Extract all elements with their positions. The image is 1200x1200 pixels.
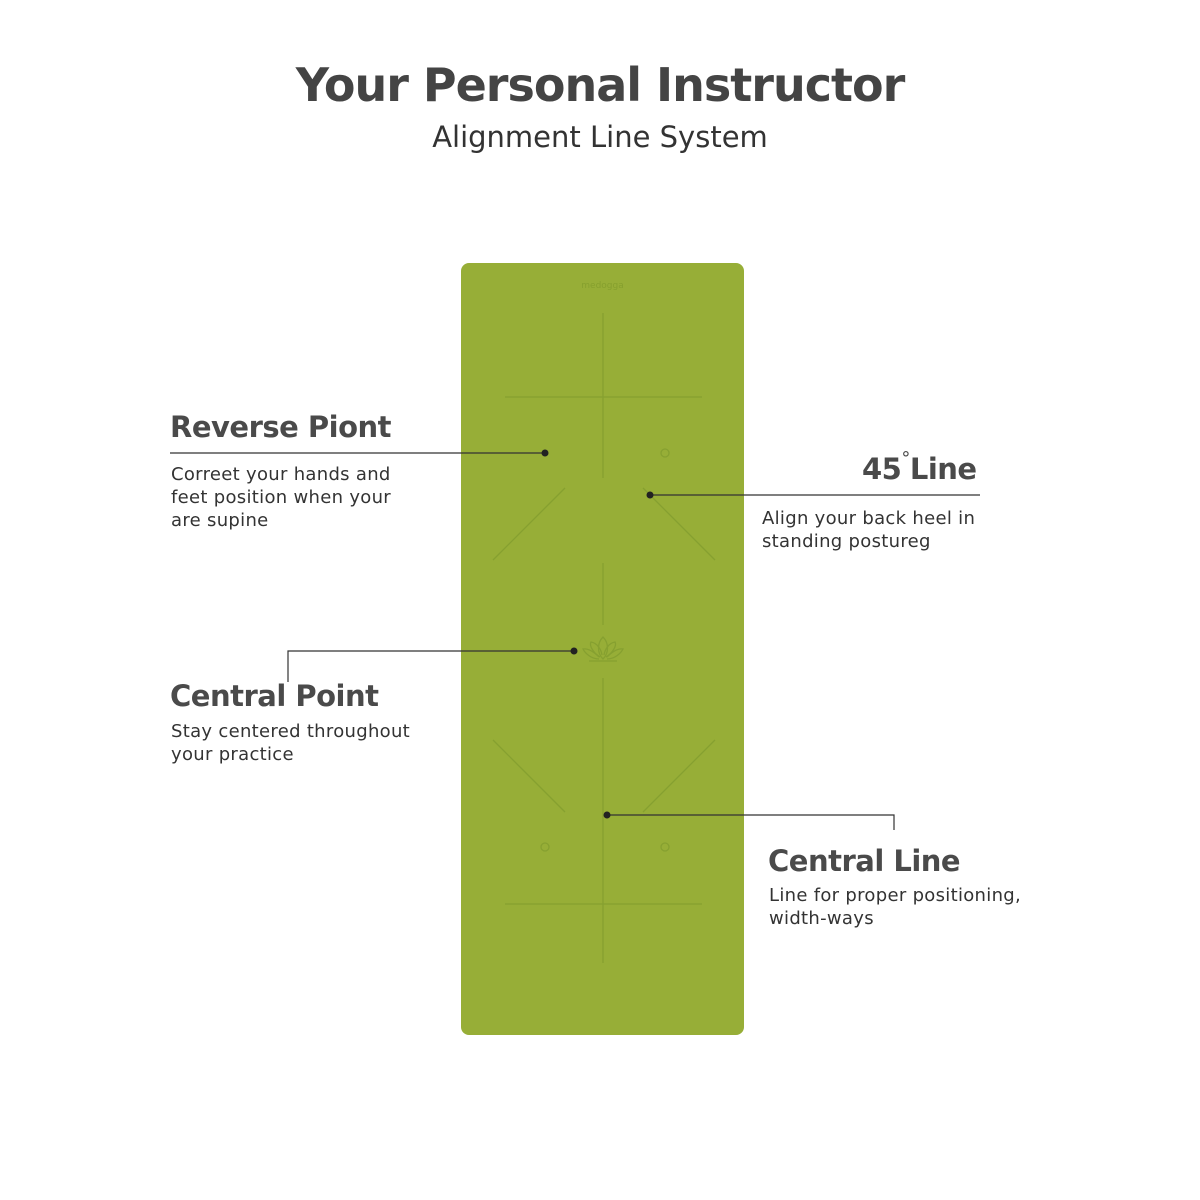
line-45-heading (862, 448, 977, 486)
line-45-dot (647, 492, 654, 499)
reverse-point-description (171, 463, 391, 532)
line-45-suffix: Line (909, 452, 977, 486)
description-line: width-ways (769, 908, 874, 929)
description-line: Correet your hands and (171, 464, 391, 485)
reverse-point-dot (542, 450, 549, 457)
central-point-leader (288, 651, 574, 682)
central-line-leader (607, 815, 894, 830)
central-line-dot (604, 812, 611, 819)
description-line: your practice (171, 744, 294, 765)
degree-symbol: ° (901, 448, 910, 469)
reverse-point-heading: Reverse Piont (170, 410, 392, 444)
line-45-description (762, 507, 975, 553)
page-subtitle: Alignment Line System (432, 120, 768, 154)
central-line-description (769, 884, 1021, 930)
central-line-heading: Central Line (768, 844, 961, 878)
line-45-number: 45 (862, 452, 902, 486)
description-line: feet position when your (171, 487, 391, 508)
description-line: standing postureg (762, 531, 931, 552)
page-title: Your Personal Instructor (295, 58, 905, 112)
description-line: Align your back heel in (762, 508, 976, 529)
mat-brand-text: medogga (581, 281, 624, 291)
central-point-heading: Central Point (170, 679, 379, 713)
description-line: are supine (171, 510, 269, 531)
central-point-description (171, 720, 410, 766)
central-point-dot (571, 648, 578, 655)
description-line: Line for proper positioning, (769, 885, 1022, 906)
description-line: Stay centered throughout (171, 721, 411, 742)
